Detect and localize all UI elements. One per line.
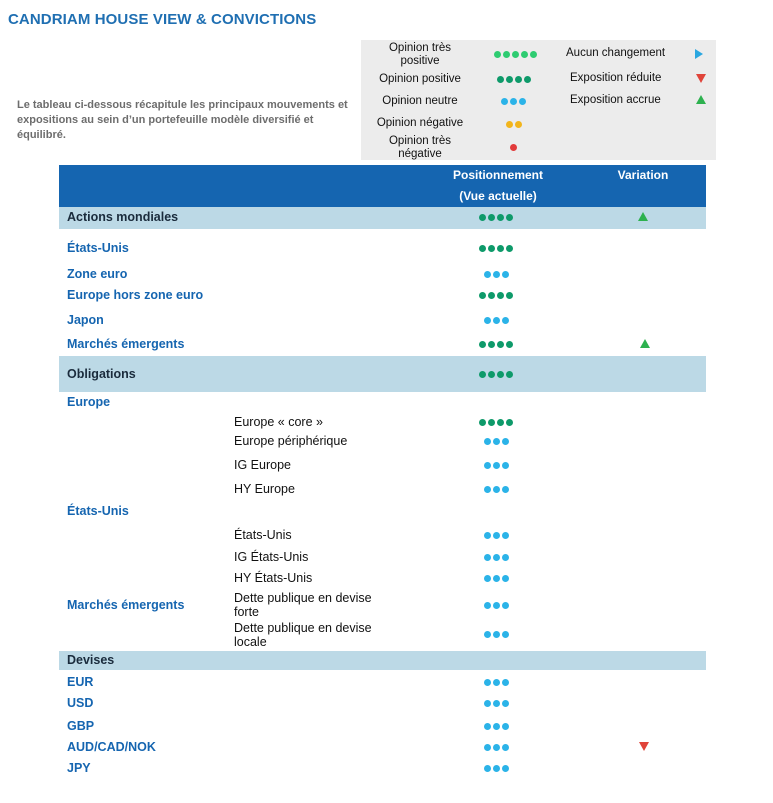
- opinion-hy-europe: [484, 486, 509, 493]
- opinion-dot: [510, 98, 517, 105]
- opinion-etats-unis: [479, 245, 513, 252]
- dette-forte-line1: Dette publique en devise: [234, 591, 372, 605]
- opinion-dot: [502, 271, 509, 278]
- opinion-dot: [488, 341, 495, 348]
- opinion-dot: [484, 723, 491, 730]
- opinion-dot: [497, 245, 504, 252]
- opinion-dot: [506, 292, 513, 299]
- header-positioning-line2: (Vue actuelle): [459, 189, 537, 203]
- opinion-dot: [479, 292, 486, 299]
- legend-negative-dots: [506, 121, 522, 128]
- row-label-marches-emergents: Marchés émergents: [67, 337, 185, 351]
- opinion-dot: [506, 419, 513, 426]
- opinion-obligations: [479, 371, 513, 378]
- legend-reduced-label: Exposition réduite: [570, 72, 662, 84]
- opinion-dot: [493, 744, 500, 751]
- opinion-dot: [484, 317, 491, 324]
- row-label-zone-euro: Zone euro: [67, 267, 128, 281]
- opinion-dot: [484, 271, 491, 278]
- opinion-dot: [484, 462, 491, 469]
- opinion-dot: [493, 765, 500, 772]
- band-devises: [59, 651, 706, 670]
- legend-very-negative-dots: [510, 144, 517, 151]
- opinion-dot: [502, 462, 509, 469]
- opinion-japon: [484, 317, 509, 324]
- opinion-dot: [488, 292, 495, 299]
- opinion-dot: [484, 532, 491, 539]
- row-label-hy-europe: HY Europe: [234, 482, 295, 496]
- opinion-dot: [502, 486, 509, 493]
- legend-no-change-label: Aucun changement: [566, 47, 666, 59]
- opinion-dot: [479, 245, 486, 252]
- opinion-actions-mondiales: [479, 214, 513, 221]
- opinion-dot: [503, 51, 510, 58]
- increased-arrow-icon: [640, 339, 650, 348]
- opinion-dot: [521, 51, 528, 58]
- opinion-dot: [497, 371, 504, 378]
- opinion-jpy: [484, 765, 509, 772]
- opinion-hy-us: [484, 575, 509, 582]
- opinion-dot: [502, 723, 509, 730]
- opinion-dot: [502, 631, 509, 638]
- opinion-zone-euro: [484, 271, 509, 278]
- opinion-dot: [493, 554, 500, 561]
- opinion-dot: [530, 51, 537, 58]
- opinion-dot: [519, 98, 526, 105]
- opinion-ig-us: [484, 554, 509, 561]
- opinion-dot: [502, 679, 509, 686]
- opinion-dot: [515, 76, 522, 83]
- opinion-ig-europe: [484, 462, 509, 469]
- opinion-dette-locale: [484, 631, 509, 638]
- intro-text: Le tableau ci-dessous récapitule les principaux mouvements et expositions au sein d’un portefeuille modèle diversifié et équilibré.: [17, 99, 348, 141]
- opinion-dot: [502, 317, 509, 324]
- opinion-dot: [484, 575, 491, 582]
- opinion-dot: [493, 532, 500, 539]
- opinion-dot: [502, 602, 509, 609]
- opinion-dot: [501, 98, 508, 105]
- opinion-gbp: [484, 723, 509, 730]
- row-label-ig-europe: IG Europe: [234, 458, 291, 472]
- dette-locale-line1: Dette publique en devise: [234, 621, 372, 635]
- increased-arrow-icon: [638, 212, 648, 221]
- opinion-dot: [506, 121, 513, 128]
- opinion-dot: [488, 371, 495, 378]
- opinion-dot: [493, 317, 500, 324]
- opinion-aud-cad-nok: [484, 744, 509, 751]
- reduced-arrow-icon: [639, 742, 649, 751]
- opinion-dot: [493, 462, 500, 469]
- header-positioning: [439, 165, 557, 207]
- opinion-dot: [502, 744, 509, 751]
- opinion-dot: [484, 744, 491, 751]
- opinion-dot: [502, 575, 509, 582]
- opinion-dot: [502, 438, 509, 445]
- opinion-dot: [484, 486, 491, 493]
- opinion-dot: [510, 144, 517, 151]
- row-label-europe-core: Europe « core »: [234, 415, 323, 429]
- legend-neutral-dots: [501, 98, 526, 105]
- down-triangle-icon: [696, 74, 706, 83]
- band-obligations: [59, 356, 706, 392]
- row-label-dette-forte: [234, 591, 372, 619]
- opinion-dot: [484, 438, 491, 445]
- opinion-dot: [484, 631, 491, 638]
- opinion-dot: [502, 700, 509, 707]
- row-label-us-govies: États-Unis: [234, 528, 292, 542]
- row-label-etats-unis-bonds: États-Unis: [67, 504, 129, 518]
- opinion-dot: [484, 602, 491, 609]
- row-label-eur: EUR: [67, 675, 94, 689]
- opinion-dot: [506, 214, 513, 221]
- opinion-dot: [515, 121, 522, 128]
- row-label-ig-us: IG États-Unis: [234, 550, 309, 564]
- page-title: CANDRIAM HOUSE VIEW & CONVICTIONS: [8, 11, 317, 28]
- opinion-us-govies: [484, 532, 509, 539]
- opinion-dot: [497, 419, 504, 426]
- up-triangle-icon: [696, 95, 706, 104]
- legend-neutral-label: Opinion neutre: [382, 95, 458, 107]
- opinion-dot: [493, 575, 500, 582]
- opinion-dot: [484, 700, 491, 707]
- dette-locale-line2: locale: [234, 635, 267, 649]
- opinion-dot: [502, 765, 509, 772]
- header-variation: Variation: [617, 168, 669, 182]
- opinion-dot: [479, 371, 486, 378]
- opinion-dot: [479, 341, 486, 348]
- opinion-dot: [512, 51, 519, 58]
- opinion-dot: [494, 51, 501, 58]
- header-positioning-line1: Positionnement: [452, 168, 543, 182]
- legend-negative-label: Opinion négative: [376, 117, 464, 129]
- legend-positive-dots: [497, 76, 531, 83]
- opinion-dot: [506, 341, 513, 348]
- opinion-dot: [484, 554, 491, 561]
- legend-positive-label: Opinion positive: [379, 73, 461, 85]
- legend-increased-label: Exposition accrue: [570, 94, 661, 106]
- row-label-europe: Europe: [67, 395, 111, 409]
- row-label-europe-hors-zone-euro: Europe hors zone euro: [67, 288, 204, 302]
- row-label-usd: USD: [67, 696, 94, 710]
- opinion-dot: [493, 723, 500, 730]
- opinion-dot: [493, 679, 500, 686]
- opinion-dot: [497, 292, 504, 299]
- opinion-dot: [497, 214, 504, 221]
- row-label-jpy: JPY: [67, 761, 91, 775]
- opinion-dot: [479, 214, 486, 221]
- legend-very-negative-label: Opinion très négative: [388, 135, 451, 160]
- opinion-dette-forte: [484, 602, 509, 609]
- opinion-dot: [493, 700, 500, 707]
- opinion-dot: [506, 245, 513, 252]
- opinion-dot: [524, 76, 531, 83]
- opinion-europe-hors-zone-euro: [479, 292, 513, 299]
- opinion-dot: [506, 76, 513, 83]
- opinion-dot: [484, 679, 491, 686]
- opinion-dot: [488, 245, 495, 252]
- opinion-europe-peripherique: [484, 438, 509, 445]
- table-header: [59, 165, 706, 207]
- opinion-dot: [506, 371, 513, 378]
- opinion-marches-emergents: [479, 341, 513, 348]
- opinion-dot: [488, 419, 495, 426]
- legend-very-positive-label: Opinion très positive: [388, 42, 451, 67]
- opinion-europe-core: [479, 419, 513, 426]
- opinion-dot: [497, 76, 504, 83]
- row-label-japon: Japon: [67, 313, 104, 327]
- row-label-dette-locale: [234, 621, 372, 649]
- row-label-obligations: Obligations: [67, 367, 136, 381]
- row-label-aud-cad-nok: AUD/CAD/NOK: [67, 740, 156, 754]
- row-label-devises: Devises: [67, 653, 115, 667]
- opinion-dot: [493, 438, 500, 445]
- legend-very-positive-dots: [494, 51, 537, 58]
- opinion-dot: [493, 631, 500, 638]
- opinion-dot: [493, 486, 500, 493]
- opinion-dot: [488, 214, 495, 221]
- row-label-actions-mondiales: Actions mondiales: [67, 210, 179, 224]
- row-label-marches-emergents-bonds: Marchés émergents: [67, 598, 185, 612]
- opinion-dot: [497, 341, 504, 348]
- row-label-hy-us: HY États-Unis: [234, 571, 313, 585]
- opinion-dot: [484, 765, 491, 772]
- no-change-arrow-icon: [695, 49, 703, 59]
- opinion-usd: [484, 700, 509, 707]
- opinion-dot: [479, 419, 486, 426]
- row-label-europe-peripherique: Europe périphérique: [234, 434, 348, 448]
- legend-box: [361, 40, 716, 160]
- opinion-dot: [493, 602, 500, 609]
- opinion-dot: [502, 554, 509, 561]
- opinion-eur: [484, 679, 509, 686]
- row-label-etats-unis: États-Unis: [67, 241, 129, 255]
- opinion-dot: [502, 532, 509, 539]
- row-label-gbp: GBP: [67, 719, 95, 733]
- dette-forte-line2: forte: [234, 605, 260, 619]
- opinion-dot: [493, 271, 500, 278]
